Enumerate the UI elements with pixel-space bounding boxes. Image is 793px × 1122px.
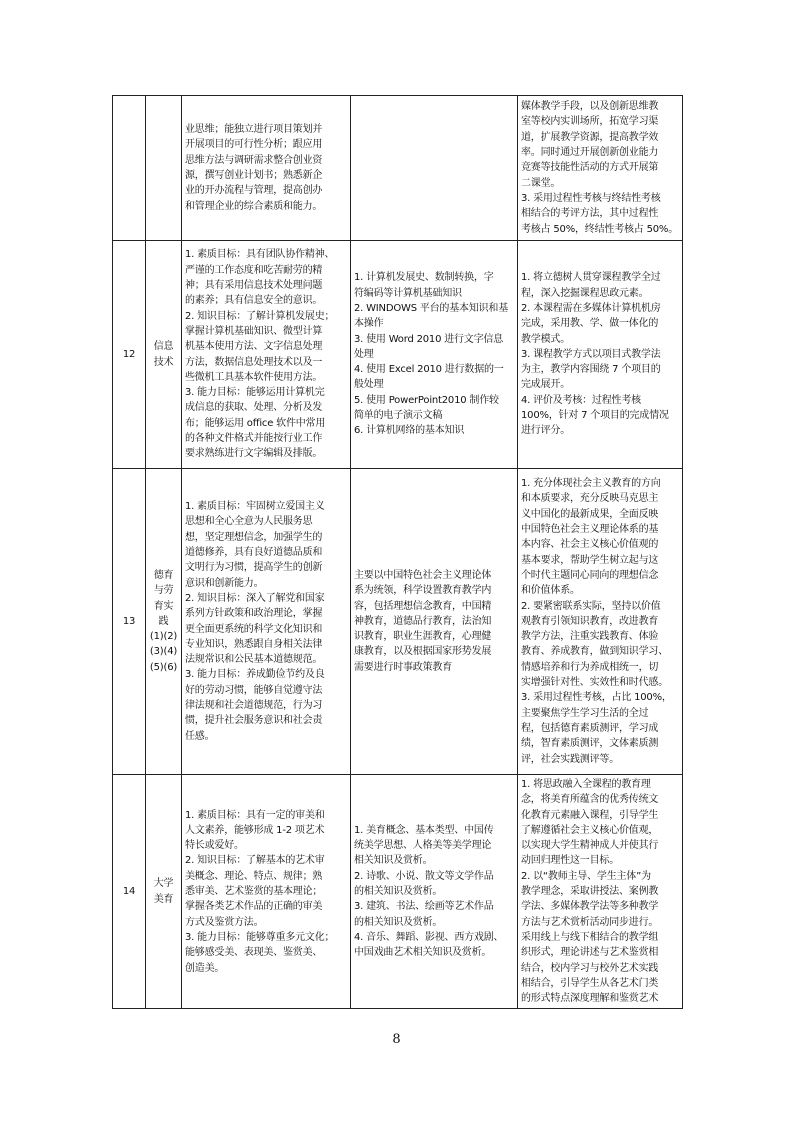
course-requirements-line: 为主，教学内容围绕 7 个项目的 [521, 364, 661, 376]
course-requirements-line: 和本质要求，充分反映马克思主 [521, 493, 659, 505]
course-content-line: 中国戏曲艺术相关知识及赏析。 [354, 947, 492, 959]
course-goals-line: 业思维；能独立进行项目策划并 [185, 124, 323, 136]
course-requirements-line: 中国特色社会主义理论体系的基 [521, 524, 659, 536]
course-content-line: 3. 使用 Word 2010 进行文字信息 [354, 333, 504, 345]
course-requirements-line: 和价值体系。 [521, 585, 580, 597]
course-requirements-line: 采用线上与线下相结合的教学组 [521, 931, 659, 943]
course-requirements-line: 竞赛等技能性活动的方式开展第 [521, 162, 659, 174]
course-requirements [518, 469, 683, 775]
course-goals-line: 特长或爱好。 [185, 840, 244, 852]
course-requirements-line: 结合，校内学习与校外艺术实践 [521, 962, 659, 974]
course-requirements-line: 4. 评价及考核：过程性考核 [521, 394, 641, 406]
course-requirements-line: 方法与艺术赏析活动同步进行。 [521, 916, 659, 928]
course-goals-line: 任感。 [185, 730, 215, 742]
course-goals-line: 律法规和社会道德规范，行为习 [185, 699, 323, 711]
course-goals-line: 掌握各类艺术作品的正确的审美 [185, 901, 323, 913]
course-requirements-line: 程，包括德育素质测评，学习成 [521, 722, 659, 734]
course-requirements-line: 动回归理性这一目标。 [521, 855, 619, 867]
course-content-line: 般处理 [354, 379, 384, 391]
course-requirements-line: 以实现大学生精神成人并使其行 [521, 840, 659, 852]
course-goals-line: 文明行为习惯，提高学生的创新 [185, 562, 323, 574]
course-goals-line: 3. 能力目标：能够尊重多元文化； [185, 931, 335, 943]
course-content-line: 2. 诗歌、小说、散文等文学作品 [354, 870, 494, 882]
course-goals-line: 2. 知识目标：了解基本的艺术审 [185, 855, 325, 867]
course-number: 12 [113, 241, 146, 469]
course-content-line: 6. 计算机网络的基本知识 [354, 425, 465, 437]
course-name-line: (3)(4) [149, 646, 178, 658]
course-requirements-line: 程，深入挖掘课程思政元素。 [521, 287, 649, 299]
course-content-line: 的相关知识及赏析。 [354, 916, 443, 928]
course-requirements-line: 相结合，引导学生从各艺术门类 [521, 977, 659, 989]
course-content-line: 统美学思想、人格美等美学理论 [354, 840, 492, 852]
course-goals-line: 2. 知识目标：深入了解党和国家 [185, 592, 325, 604]
course-requirements-line: 二课堂。 [521, 177, 561, 189]
course-requirements-line: 个时代主题同心同向的理想信念 [521, 569, 659, 581]
course-goals-line: 的各种文件格式并能按行业工作 [185, 432, 323, 444]
course-requirements-line: 1. 充分体现社会主义教育的方向 [521, 478, 661, 490]
course-name-line: 践 [158, 615, 169, 627]
course-requirements-line: 道，扩展教学资源，提高教学效 [521, 131, 659, 143]
course-content [351, 96, 518, 241]
course-content-line: 简单的电子演示文稿 [354, 410, 443, 422]
course-goals-line: 源，撰写创业计划书；熟悉新企 [185, 170, 323, 181]
course-requirements-line: 率。同时通过开展创新创业能力 [521, 147, 659, 159]
course-goals-line: 神；具有采用信息技术处理问题 [185, 280, 323, 292]
course-content-line: 主要以中国特色社会主义理论体 [354, 569, 492, 581]
course-goals [182, 775, 351, 1009]
course-requirements-line: 教学方法，注重实践教育、体验 [521, 631, 659, 643]
course-content-line: 识教育，职业生涯教育，心理健 [354, 631, 492, 643]
course-requirements-line: 3. 课程教学方式以项目式教学法 [521, 348, 661, 360]
course-requirements-line: 室等校内实训场所，拓宽学习渠 [521, 116, 659, 128]
course-requirements-line: 教育、养成教育，做到知识学习、 [521, 646, 668, 658]
course-goals-line: 专业知识，熟悉跟自身相关法律 [185, 638, 323, 650]
course-requirements-line: 进行评分。 [521, 425, 570, 437]
course-requirements-line: 1. 将思政融入全课程的教育理 [521, 779, 651, 790]
course-name [146, 775, 182, 1009]
course-goals-line: 的素养；具有信息安全的意识。 [185, 295, 323, 307]
course-content-line: 1. 美育概念、基本类型、中国传 [354, 824, 494, 836]
course-goals-line: 意识和创新能力。 [185, 577, 264, 589]
course-requirements-line: 2. 本课程需在多媒体计算机机房 [521, 302, 661, 314]
course-goals-line: 要求熟练进行文字编辑及排版。 [185, 448, 323, 460]
page-number: 8 [392, 1032, 401, 1047]
course-content-line: 的相关知识及赏析。 [354, 886, 443, 898]
course-content-line: 3. 建筑、书法、绘画等艺术作品 [354, 901, 494, 913]
course-name-line: 与劳 [153, 585, 174, 597]
course-requirements-line: 的形式特点深度理解和鉴赏艺术 [521, 993, 659, 1005]
course-content-line: 5. 使用 PowerPoint2010 制作较 [354, 394, 499, 406]
course-content-line: 神教育，道德品行教育，法治知 [354, 615, 492, 627]
course-requirements-line: 绩，智育素质测评，文体素质测 [521, 738, 659, 750]
course-goals-line: 严谨的工作态度和吃苦耐劳的精 [185, 264, 323, 276]
course-goals-line: 惯，提升社会服务意识和社会责 [185, 715, 323, 727]
course-requirements-line: 基本要求，帮助学生树立起与这 [521, 554, 659, 566]
course-goals-line: 和管理企业的综合素质和能力。 [185, 200, 323, 212]
course-goals-line: 1. 素质目标：牢固树立爱国主义 [185, 501, 325, 513]
course-name [146, 469, 182, 775]
course-requirements-line: 相结合的考评方法，其中过程性 [521, 208, 659, 220]
course-content [351, 775, 518, 1009]
course-goals-line: 布；能够运用 office 软件中常用 [185, 417, 326, 429]
course-goals-line: 思维方法与调研需求整合创业资 [185, 154, 323, 166]
course-goals [182, 469, 351, 775]
course-content [351, 469, 518, 775]
course-requirements-line: 义中国化的最新成果，全面反映 [521, 508, 659, 520]
course-goals [182, 96, 351, 241]
course-requirements-line: 2. 要紧密联系实际，坚持以价值 [521, 600, 661, 612]
course-content-line: 4. 使用 Excel 2010 进行数据的一 [354, 364, 504, 376]
course-content-line: 容，包括理想信念教育，中国精 [354, 600, 492, 612]
course-requirements-line: 学法、多媒体教学法等多种教学 [521, 901, 659, 913]
course-requirements-line: 教学模式。 [521, 333, 570, 345]
course-requirements [518, 775, 683, 1009]
course-content-line: 1. 计算机发展史、数制转换，字 [354, 272, 494, 284]
course-row [113, 241, 683, 469]
course-row [113, 469, 683, 775]
course-name-line: (1)(2) [149, 631, 178, 643]
course-goals-line: 掌握计算机基础知识、微型计算 [185, 325, 323, 337]
course-requirements-line: 100%，针对 7 个项目的完成情况 [521, 410, 669, 422]
course-goals-line: 悉审美、艺术鉴赏的基本理论； [185, 886, 323, 898]
course-table [112, 95, 683, 1009]
course-name-line: 美育 [153, 893, 174, 905]
course-requirements-line: 情感培养和行为养成相统一，切 [521, 661, 659, 673]
course-goals-line: 方式及鉴赏方法。 [185, 916, 264, 928]
course-content-line: 2. WINDOWS 平台的基本知识和基 [354, 302, 509, 314]
course-goals-line: 方法，数据信息处理技术以及一 [185, 356, 323, 368]
course-goals-line: 机基本使用方法、文字信息处理 [185, 341, 323, 353]
course-requirements-line: 3. 采用过程性考核与终结性考核 [521, 192, 661, 204]
course-requirements-line: 主要聚焦学生学习生活的全过 [521, 707, 649, 719]
course-requirements-line: 观教育引领知识教育，改进教育 [521, 615, 659, 627]
course-row [113, 96, 683, 241]
course-goals-line: 能够感受美、表现美、鉴赏美、 [185, 947, 323, 959]
course-name-line: 育实 [153, 600, 174, 612]
course-content-line: 4. 音乐、舞蹈、影视、西方戏剧、 [354, 931, 504, 943]
course-goals-line: 美概念、理论、特点、规律；熟 [185, 870, 323, 882]
course-content [351, 241, 518, 469]
course-name [146, 96, 182, 241]
course-goals-line: 想，坚定理想信念，加强学生的 [185, 531, 323, 543]
course-requirements-line: 评，社会实践测评等。 [521, 753, 619, 765]
course-requirements-line: 完成展开。 [521, 379, 570, 391]
course-goals-line: 人文素养，能够形成 1-2 项艺术 [185, 824, 325, 836]
course-goals-line: 3. 能力目标：养成勤俭节约及良 [185, 669, 325, 681]
course-goals-line: 更全面更系统的科学文化知识和 [185, 623, 323, 635]
course-requirements-line: 实增强针对性、实效性和时代感。 [521, 677, 668, 689]
course-requirements-line: 了解遵循社会主义核心价值观， [521, 824, 659, 836]
course-requirements-line: 3. 采用过程性考核，占比 100%， [521, 692, 672, 704]
course-requirements-line: 教学理念，采取讲授法、案例教 [521, 886, 659, 898]
course-content-line: 本操作 [354, 318, 384, 330]
course-number: 14 [113, 775, 146, 1009]
course-requirements-line: 2. 以“教师主导、学生主体”为 [521, 870, 651, 882]
course-goals-line: 业的开办流程与管理，提高创办 [185, 185, 323, 197]
course-requirements-line: 完成，采用教、学、做一体化的 [521, 318, 659, 330]
course-goals-line: 1. 素质目标：具有一定的审美和 [185, 809, 325, 821]
course-name [146, 241, 182, 469]
course-content-line: 康教育，以及根据国家形势发展 [354, 646, 492, 658]
course-requirements-line: 媒体教学手段，以及创新思维教 [521, 101, 659, 113]
course-content-line: 系为统领，科学设置教育教学内 [354, 585, 492, 597]
course-content-line: 相关知识及赏析。 [354, 855, 433, 867]
course-goals-line: 1. 素质目标：具有团队协作精神、 [185, 249, 335, 261]
course-content-line: 需要进行时事政策教育 [354, 661, 452, 673]
course-row [113, 775, 683, 1009]
course-requirements-line: 织形式，理论讲述与艺术鉴赏相 [521, 947, 659, 959]
course-goals-line: 些微机工具基本软件使用方法。 [185, 371, 323, 383]
course-name-line: 技术 [153, 356, 174, 368]
course-goals [182, 241, 351, 469]
course-requirements [518, 96, 683, 241]
course-requirements-line: 化教育元素融入课程，引导学生 [521, 809, 659, 821]
course-requirements-line: 念，将美育所蕴含的优秀传统文 [521, 794, 659, 806]
course-goals-line: 2. 知识目标：了解计算机发展史； [185, 310, 335, 322]
course-goals-line: 好的劳动习惯，能够自觉遵守法 [185, 684, 323, 696]
course-requirements-line: 本内容、社会主义核心价值观的 [521, 539, 659, 551]
course-requirements [518, 241, 683, 469]
course-goals-line: 成信息的获取、处理、分析及发 [185, 402, 323, 414]
course-goals-line: 思想和全心全意为人民服务思 [185, 516, 313, 528]
course-goals-line: 系列方针政策和政治理论，掌握 [185, 608, 323, 620]
course-name-line: 大学 [153, 878, 174, 890]
course-content-line: 符编码等计算机基础知识 [354, 287, 462, 299]
course-number [113, 96, 146, 241]
course-requirements-line: 1. 将立德树人贯穿课程教学全过 [521, 272, 661, 284]
course-name-line: (5)(6) [149, 661, 178, 673]
course-goals-line: 开展项目的可行性分析；跟应用 [185, 139, 323, 151]
course-number: 13 [113, 469, 146, 775]
course-name-line: 德育 [153, 569, 174, 581]
course-goals-line: 道德修养，具有良好道德品质和 [185, 547, 323, 559]
course-goals-line: 3. 能力目标：能够运用计算机完 [185, 387, 325, 399]
course-requirements-line: 考核占 50%，终结性考核占 50%。 [521, 223, 679, 235]
course-goals-line: 法规常识和公民基本道德规范。 [185, 654, 323, 666]
course-content-line: 处理 [354, 348, 374, 360]
course-name-line: 信息 [153, 341, 174, 353]
course-goals-line: 创造美。 [185, 962, 225, 974]
